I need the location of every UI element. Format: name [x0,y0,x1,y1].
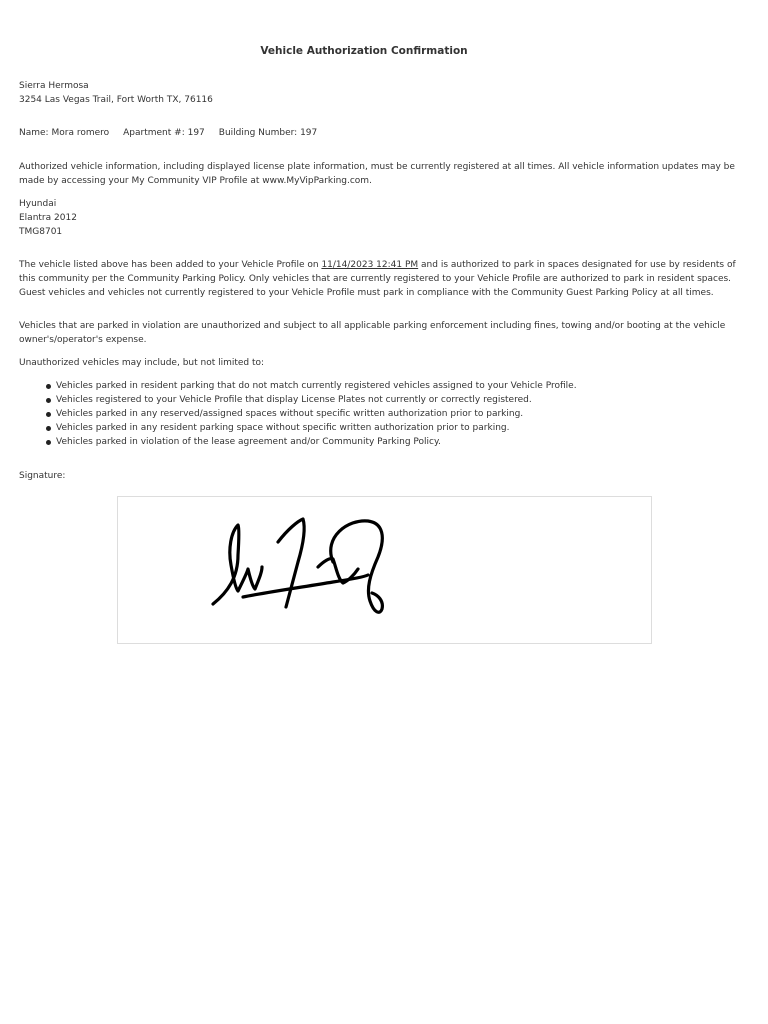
signature-stroke [213,525,262,604]
violation-paragraph: Vehicles that are parked in violation are unauthorized and subject to all applicable parking enforcement including fines, towing and/or booting at the vehicle owner's/operator's expense. [19,321,726,345]
building-label: Building Number: [218,128,298,138]
unauthorized-list-wrapper [19,379,747,449]
added-paragraph [19,258,747,300]
added-text-after: and is authorized to park in spaces designated for use by residents of this community per the Community Parking Policy. Only vehicles that are currently registered to your Vehicle Profile are authorized to park in resident spaces. Guest vehicles and vehicles not currently registered to your Vehicle Profile must park in compliance with the Community Guest Parking Policy at all times. [19,260,736,298]
property-name: Sierra Hermosa [19,81,89,91]
signature-label: Signature: [19,471,66,481]
property-info [19,79,747,107]
building-number: 197 [300,128,318,138]
resident-name: Mora romero [51,128,110,138]
unauthorized-list [19,379,747,449]
intro-paragraph: Authorized vehicle information, including displayed license plate information, must be currently registered at all times. All vehicle information updates may be made by accessing your My Community VIP Profile at www.MyVipParking.com. [19,162,735,186]
name-label: Name: [19,128,49,138]
vehicle-info [19,197,747,239]
apartment-number: 197 [187,128,205,138]
signature-box [117,496,652,644]
signature-stroke [278,519,304,607]
unauthorized-intro: Unauthorized vehicles may include, but not limited to: [19,358,265,368]
list-item: Vehicles parked in violation of the lease agreement and/or Community Parking Policy. [19,435,747,449]
resident-info [19,126,747,140]
signature-stroke [331,521,383,612]
added-datetime: 11/14/2023 12:41 PM [321,260,419,270]
list-item: Vehicles parked in any resident parking space without specific written authorization prior to parking. [19,421,747,435]
property-address: 3254 Las Vegas Trail, Fort Worth TX, 76116 [19,95,213,105]
vehicle-model-year: Elantra 2012 [19,213,77,223]
signature-image [118,497,651,643]
list-item: Vehicles parked in resident parking that do not match currently registered vehicles assigned to your Vehicle Profile. [19,379,747,393]
list-item: Vehicles registered to your Vehicle Profile that display License Plates not currently or correctly registered. [19,393,747,407]
list-item: Vehicles parked in any reserved/assigned spaces without specific written authorization prior to parking. [19,407,747,421]
vehicle-make: Hyundai [19,199,57,209]
vehicle-plate: TMG8701 [19,227,63,237]
document-title: Vehicle Authorization Confirmation [260,45,468,57]
apartment-label: Apartment #: [123,128,185,138]
added-text-before: The vehicle listed above has been added to your Vehicle Profile on [19,260,322,270]
